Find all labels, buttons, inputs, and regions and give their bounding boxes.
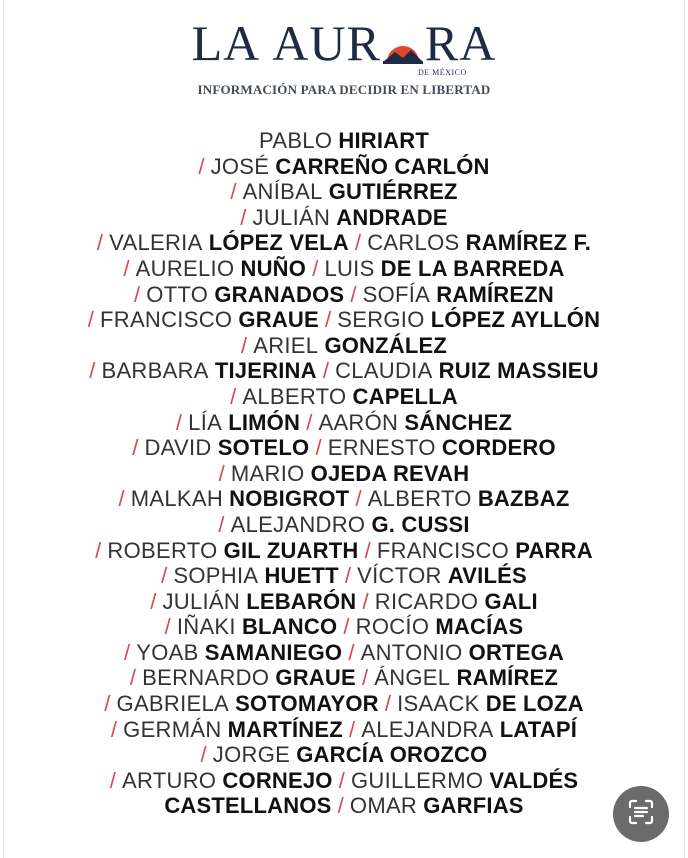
first-name: GERMÁN xyxy=(123,716,222,742)
separator-slash: / xyxy=(322,358,329,384)
last-name: G. CUSSI xyxy=(371,511,470,537)
separator-slash: / xyxy=(218,460,225,486)
first-name: SOPHIA xyxy=(173,563,259,589)
first-name: FRANCISCO xyxy=(376,537,510,563)
first-name: OMAR xyxy=(349,793,418,819)
last-name: LIMÓN xyxy=(228,409,301,435)
first-name: AARÓN xyxy=(318,409,399,435)
last-name: GIL ZUARTH xyxy=(223,537,359,563)
separator-slash: / xyxy=(349,716,356,742)
name-line xyxy=(0,410,688,436)
logo-text-left: LA xyxy=(191,15,261,71)
last-name: DE LOZA xyxy=(485,691,584,717)
masthead xyxy=(0,15,688,71)
first-name: JULIÁN xyxy=(162,588,241,614)
first-name: IÑAKI xyxy=(176,614,236,640)
separator-slash: / xyxy=(230,179,237,205)
first-name: ANTONIO xyxy=(360,639,463,665)
name-line xyxy=(0,793,688,819)
name-line xyxy=(0,640,688,666)
last-name: SÁNCHEZ xyxy=(404,409,513,435)
last-name: GONZÁLEZ xyxy=(324,332,448,358)
first-name: PABLO xyxy=(259,128,333,153)
name-line xyxy=(0,205,688,231)
logo-subtitle: DE MÉXICO xyxy=(418,68,467,77)
logo-text-mid: AUR xyxy=(272,15,381,71)
last-name: SOTELO xyxy=(217,435,310,461)
first-name: SERGIO xyxy=(337,307,425,333)
first-name: JULIÁN xyxy=(252,204,331,230)
name-list xyxy=(0,128,688,819)
name-line xyxy=(0,486,688,512)
last-name: RAMÍREZ F. xyxy=(465,230,592,256)
last-name: LÓPEZ AYLLÓN xyxy=(430,307,601,333)
last-name: ORTEGA xyxy=(468,639,564,665)
separator-slash: / xyxy=(354,230,362,256)
first-name: BARBARA xyxy=(101,358,209,384)
name-line xyxy=(0,384,688,410)
first-name: JORGE xyxy=(212,742,291,768)
logo-text-right: RA xyxy=(424,15,497,71)
separator-slash: / xyxy=(132,435,139,461)
name-line xyxy=(0,333,688,359)
separator-slash: / xyxy=(218,511,225,537)
separator-slash: / xyxy=(110,716,118,742)
name-line xyxy=(0,742,688,768)
name-line xyxy=(0,614,688,640)
last-name: CASTELLANOS xyxy=(164,793,332,819)
last-name: CORNEJO xyxy=(222,767,333,793)
last-name: HUETT xyxy=(264,563,339,589)
separator-slash: / xyxy=(312,255,319,281)
separator-slash: / xyxy=(343,614,350,640)
name-line xyxy=(0,589,688,615)
last-name: VALDÉS xyxy=(489,767,579,793)
last-name: PARRA xyxy=(515,537,593,563)
separator-slash: / xyxy=(306,409,313,435)
separator-slash: / xyxy=(96,230,104,256)
name-line xyxy=(0,179,688,205)
separator-slash: / xyxy=(200,742,207,768)
separator-slash: / xyxy=(315,435,322,461)
last-name: GRANADOS xyxy=(214,281,345,307)
last-name: RAMÍREZ xyxy=(456,665,559,691)
last-name: GARCÍA OROZCO xyxy=(296,742,488,768)
separator-slash: / xyxy=(123,255,130,281)
separator-slash: / xyxy=(124,639,131,665)
first-name: OTTO xyxy=(146,281,209,307)
scan-text-icon xyxy=(627,798,655,831)
name-line xyxy=(0,154,688,180)
first-name: MALKAH xyxy=(130,486,224,512)
name-line xyxy=(0,230,688,256)
name-line xyxy=(0,307,688,333)
last-name: CAPELLA xyxy=(352,383,458,409)
first-name: ANÍBAL xyxy=(242,179,323,205)
separator-slash: / xyxy=(175,409,183,435)
separator-slash: / xyxy=(230,383,237,409)
separator-slash: / xyxy=(134,281,141,307)
first-name: DAVID xyxy=(144,435,212,461)
name-line xyxy=(0,691,688,717)
name-line xyxy=(0,256,688,282)
separator-slash: / xyxy=(95,537,102,563)
name-line xyxy=(0,512,688,538)
first-name: ARIEL xyxy=(253,332,319,358)
last-name: LEBARÓN xyxy=(246,588,357,614)
first-name: ERNESTO xyxy=(327,435,436,461)
separator-slash: / xyxy=(240,204,247,230)
name-line xyxy=(0,435,688,461)
first-name: CLAUDIA xyxy=(335,358,433,384)
separator-slash: / xyxy=(348,639,355,665)
first-name: VALERIA xyxy=(109,230,203,256)
separator-slash: / xyxy=(129,665,137,691)
separator-slash: / xyxy=(240,332,248,358)
name-line xyxy=(0,563,688,589)
last-name: SOTOMAYOR xyxy=(235,691,379,717)
first-name: SOFÍA xyxy=(362,281,431,307)
last-name: GRAUE xyxy=(238,307,319,333)
separator-slash: / xyxy=(338,767,345,793)
first-name: CARLOS xyxy=(367,230,460,256)
last-name: NOBIGROT xyxy=(229,486,350,512)
last-name: RUIZ MASSIEU xyxy=(438,358,599,384)
last-name: MACÍAS xyxy=(435,614,524,640)
last-name: GARFIAS xyxy=(423,793,524,819)
name-line xyxy=(0,282,688,308)
separator-slash: / xyxy=(164,614,171,640)
tagline: INFORMACIÓN PARA DECIDIR EN LIBERTAD xyxy=(197,82,491,97)
last-name: RAMÍREZN xyxy=(436,281,554,307)
last-name: CARREÑO CARLÓN xyxy=(275,153,490,179)
first-name: RICARDO xyxy=(374,588,479,614)
separator-slash: / xyxy=(150,588,157,614)
name-line xyxy=(0,358,688,384)
last-name: DE LA BARREDA xyxy=(380,255,565,281)
separator-slash: / xyxy=(344,563,352,589)
name-line xyxy=(0,717,688,743)
first-name: FRANCISCO xyxy=(100,307,233,333)
first-name: JOSÉ xyxy=(210,153,270,179)
separator-slash: / xyxy=(350,281,357,307)
first-name: ÁNGEL xyxy=(374,665,451,691)
first-name: ROBERTO xyxy=(107,537,218,563)
sun-logo-icon xyxy=(383,38,423,62)
last-name: SAMANIEGO xyxy=(204,639,343,665)
last-name: CORDERO xyxy=(441,435,556,461)
separator-slash: / xyxy=(198,153,205,179)
separator-slash: / xyxy=(355,486,362,512)
last-name: GALI xyxy=(484,588,538,614)
first-name: LUIS xyxy=(324,255,375,281)
first-name: MARIO xyxy=(230,460,305,486)
first-name: BERNARDO xyxy=(142,665,270,691)
last-name: LATAPÍ xyxy=(499,716,578,742)
first-name: ROCÍO xyxy=(355,614,430,640)
name-line xyxy=(0,128,688,154)
first-name: AURELIO xyxy=(135,255,235,281)
last-name: BAZBAZ xyxy=(477,486,570,512)
separator-slash: / xyxy=(337,793,344,819)
last-name: GRAUE xyxy=(275,665,356,691)
separator-slash: / xyxy=(118,486,125,512)
separator-slash: / xyxy=(364,537,371,563)
separator-slash: / xyxy=(104,691,111,717)
last-name: TIJERINA xyxy=(214,358,317,384)
name-line xyxy=(0,768,688,794)
separator-slash: / xyxy=(89,358,96,384)
last-name: OJEDA REVAH xyxy=(310,460,470,486)
last-name: AVILÉS xyxy=(447,563,527,589)
last-name: MARTÍNEZ xyxy=(227,716,343,742)
first-name: ALBERTO xyxy=(367,486,472,512)
separator-slash: / xyxy=(161,563,168,589)
last-name: ANDRADE xyxy=(336,204,448,230)
first-name: ALEJANDRO xyxy=(230,511,366,537)
first-name: GUILLERMO xyxy=(351,767,484,793)
first-name: GABRIELA xyxy=(116,691,229,717)
separator-slash: / xyxy=(109,767,116,793)
first-name: LÍA xyxy=(188,409,223,435)
first-name: ALEJANDRA xyxy=(361,716,494,742)
separator-slash: / xyxy=(362,588,369,614)
separator-slash: / xyxy=(361,665,369,691)
last-name: BLANCO xyxy=(241,614,338,640)
separator-slash: / xyxy=(384,691,391,717)
last-name: NUÑO xyxy=(240,255,307,281)
first-name: ALBERTO xyxy=(242,383,347,409)
last-name: HIRIART xyxy=(338,128,429,153)
first-name: VÍCTOR xyxy=(357,563,442,589)
name-line xyxy=(0,538,688,564)
first-name: YOAB xyxy=(136,639,199,665)
last-name: LÓPEZ VELA xyxy=(208,230,349,256)
first-name: ARTURO xyxy=(122,767,217,793)
separator-slash: / xyxy=(325,307,332,333)
last-name: GUTIÉRREZ xyxy=(328,179,458,205)
scan-text-button[interactable] xyxy=(613,786,669,842)
separator-slash: / xyxy=(87,307,94,333)
logo xyxy=(191,15,497,71)
name-line xyxy=(0,665,688,691)
first-name: ISAACK xyxy=(397,691,480,717)
name-line xyxy=(0,461,688,487)
